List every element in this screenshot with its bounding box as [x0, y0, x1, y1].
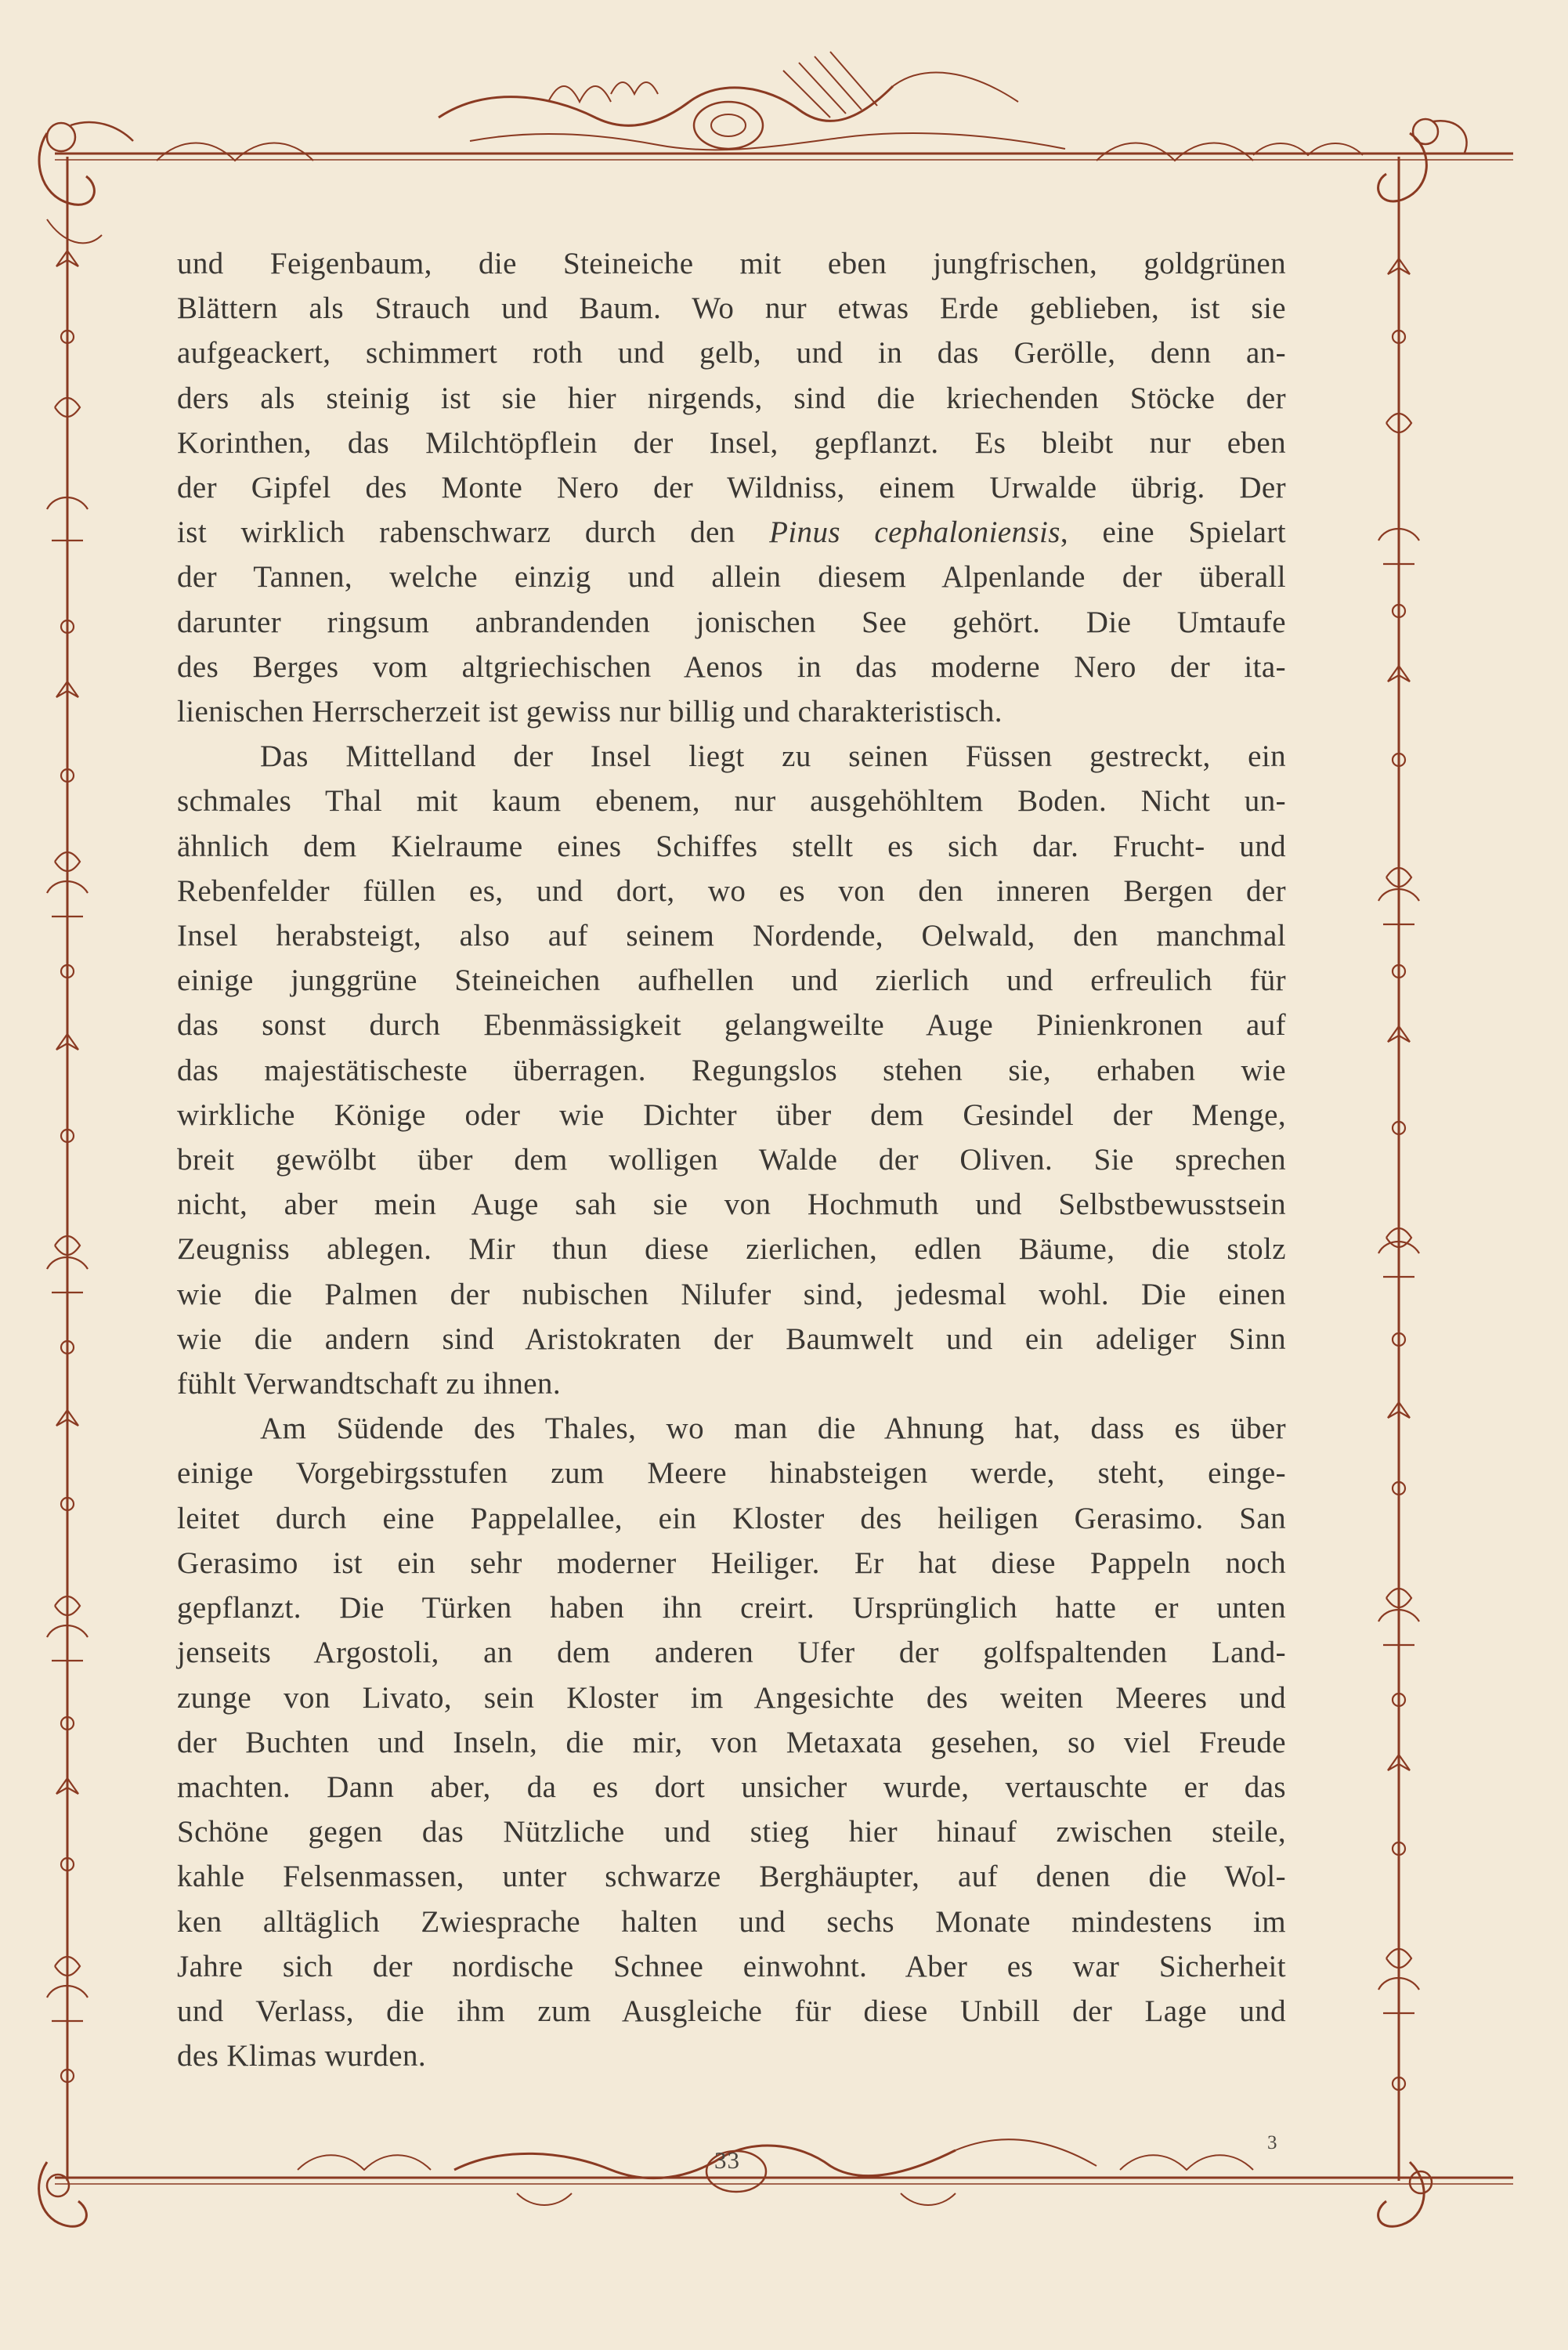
text-line: Jahre sich der nordische Schnee einwohnt. Aber es war Sicherheit — [177, 1949, 1286, 1983]
text-line: jenseits Argostoli, an dem anderen Ufer der golfspaltenden Land- — [177, 1636, 1286, 1670]
text-line: wie die andern sind Aristokraten der Baumwelt und ein adeliger Sinn — [177, 1321, 1286, 1356]
text-line: nicht, aber mein Auge sah sie von Hochmuth und Selbstbewusstsein — [177, 1188, 1286, 1222]
text-line: einige Vorgebirgsstufen zum Meere hinabsteigen werde, steht, einge- — [177, 1456, 1286, 1491]
text-line: leitet durch eine Pappelallee, ein Kloster des heiligen Gerasimo. San — [177, 1501, 1286, 1535]
text-line: breit gewölbt über dem wolligen Walde der Oliven. Sie sprechen — [177, 1143, 1286, 1177]
text-line: Das Mittelland der Insel liegt zu seinen Füssen gestreckt, ein — [260, 739, 1286, 774]
paragraph — [177, 734, 1286, 1406]
text-line: darunter ringsum anbrandenden jonischen See gehört. Die Umtaufe — [177, 605, 1286, 639]
text-line: ist wirklich rabenschwarz durch den Pinus cephaloniensis, eine Spielart — [177, 515, 1286, 550]
paragraph — [177, 1406, 1286, 2078]
text-line: des Klimas wurden. — [177, 2039, 427, 2073]
text-line: Schöne gegen das Nützliche und stieg hier hinauf zwischen steile, — [177, 1815, 1286, 1849]
text-line: machten. Dann aber, da es dort unsicher wurde, vertauschte er das — [177, 1770, 1286, 1804]
text-line: wie die Palmen der nubischen Nilufer sind, jedesmal wohl. Die einen — [177, 1277, 1286, 1311]
signature-mark: 3 — [1267, 2132, 1277, 2153]
text-line: einige junggrüne Steineichen aufhellen und zierlich und erfreulich für — [177, 964, 1286, 998]
body-text — [177, 241, 1286, 2078]
text-line: wirkliche Könige oder wie Dichter über dem Gesindel der Menge, — [177, 1097, 1286, 1132]
text-line: der Gipfel des Monte Nero der Wildniss, einem Urwalde übrig. Der — [177, 471, 1286, 505]
text-line: gepflanzt. Die Türken haben ihn creirt. Ursprünglich hatte er unten — [177, 1591, 1286, 1625]
text-line: das majestätischeste überragen. Regungslos stehen sie, erhaben wie — [177, 1053, 1286, 1087]
text-line: schmales Thal mit kaum ebenem, nur ausgehöhltem Boden. Nicht un- — [177, 784, 1286, 819]
text-line: lienischen Herrscherzeit ist gewiss nur billig und charakteristisch. — [177, 695, 1003, 729]
text-line: und Feigenbaum, die Steineiche mit eben jungfrischen, goldgrünen — [177, 247, 1286, 280]
text-line: kahle Felsenmassen, unter schwarze Berghäupter, auf denen die Wol- — [177, 1860, 1286, 1894]
text-line: aufgeackert, schimmert roth und gelb, und in das Gerölle, denn an- — [177, 336, 1286, 371]
text-line: der Tannen, welche einzig und allein diesem Alpenlande der überall — [177, 560, 1286, 595]
text-line: Am Südende des Thales, wo man die Ahnung hat, dass es über — [260, 1412, 1286, 1446]
text-line: fühlt Verwandtschaft zu ihnen. — [177, 1367, 561, 1401]
text-line: Zeugniss ablegen. Mir thun diese zierlichen, edlen Bäume, die stolz — [177, 1232, 1286, 1267]
text-line: Rebenfelder füllen es, und dort, wo es von den inneren Bergen der — [177, 873, 1286, 908]
text-line: ken alltäglich Zwiesprache halten und sechs Monate mindestens im — [177, 1904, 1286, 1939]
text-line: ders als steinig ist sie hier nirgends, sind die kriechenden Stöcke der — [177, 381, 1286, 415]
text-line: Korinthen, das Milchtöpflein der Insel, gepflanzt. Es bleibt nur eben — [177, 425, 1286, 460]
text-line: Insel herabsteigt, also auf seinem Nordende, Oelwald, den manchmal — [177, 919, 1286, 953]
paragraph — [177, 241, 1286, 734]
text-line: ähnlich dem Kielraume eines Schiffes stellt es sich dar. Frucht- und — [177, 829, 1286, 863]
text-line: das sonst durch Ebenmässigkeit gelangweilte Auge Pinienkronen auf — [177, 1008, 1286, 1043]
text-line: zunge von Livato, sein Kloster im Angesichte des weiten Meeres und — [177, 1680, 1286, 1715]
text-line: der Buchten und Inseln, die mir, von Metaxata gesehen, so viel Freude — [177, 1725, 1286, 1759]
page-number: 33 — [714, 2146, 740, 2174]
text-line: des Berges vom altgriechischen Aenos in das moderne Nero der ita- — [177, 649, 1286, 684]
text-line: und Verlass, die ihm zum Ausgleiche für diese Unbill der Lage und — [177, 1994, 1286, 2028]
text-line: Gerasimo ist ein sehr moderner Heiliger. Er hat diese Pappeln noch — [177, 1546, 1286, 1580]
text-line: Blättern als Strauch und Baum. Wo nur etwas Erde geblieben, ist sie — [177, 291, 1286, 326]
